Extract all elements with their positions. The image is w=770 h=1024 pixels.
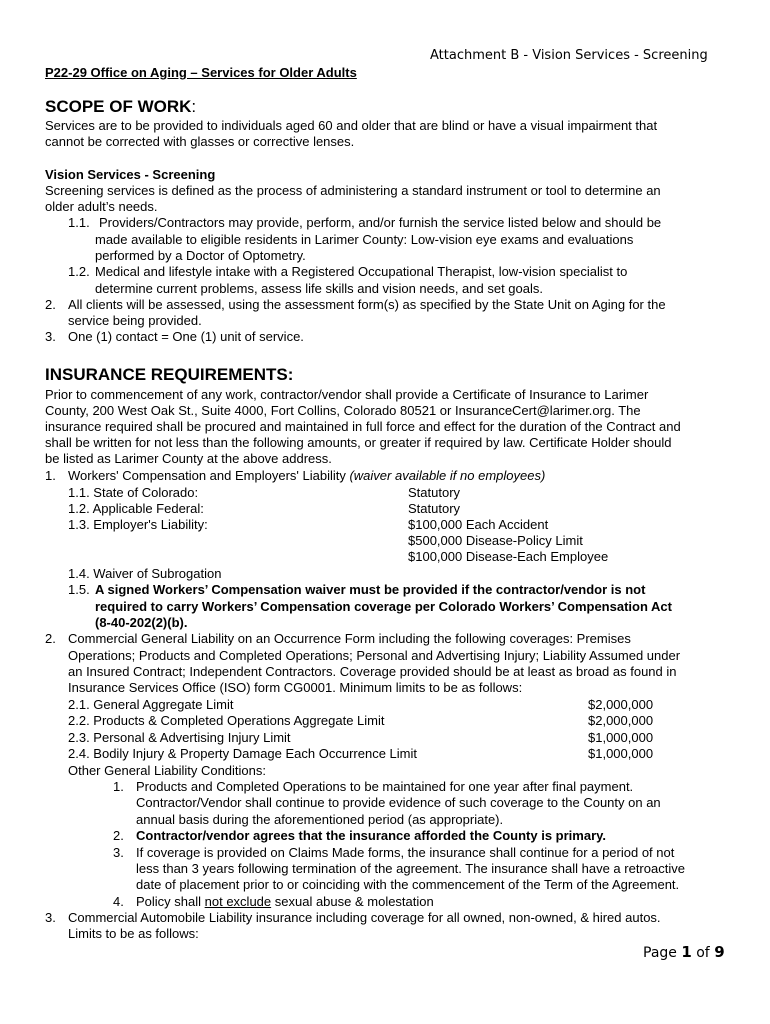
workers-comp-number: 1. (45, 468, 56, 483)
other-conditions-heading: Other General Liability Conditions: (68, 763, 266, 778)
cgl-limit-value: $2,000,000 (588, 697, 654, 712)
definition-line-1: Screening services is defined as the process of administering a standard instrument or tool to determine an (45, 183, 661, 198)
insurance-intro-line-4: shall be written for not less than the following amounts, or greater if required by law. Certificate Holder should (45, 435, 672, 450)
vision-services-subheading: Vision Services - Screening (45, 167, 216, 182)
wc-row-value: Statutory (408, 501, 461, 516)
wc-waiver-line-2: required to carry Workers’ Compensation coverage per Colorado Workers’ Compensation Act (95, 599, 672, 614)
cgl-limit-label: 2.3. Personal & Advertising Injury Limit (68, 730, 291, 745)
auto-liability-line-2: Limits to be as follows: (68, 926, 199, 941)
definition-line-2: older adult’s needs. (45, 199, 158, 214)
cgl-limit-value: $1,000,000 (588, 746, 654, 761)
wc-extra-limit: $100,000 Disease-Each Employee (408, 549, 609, 564)
page-number: Page 1 of 9 (643, 943, 725, 961)
condition-3-line-2: less than 3 years following termination of the agreement. The insurance shall have a retroactive (136, 861, 685, 876)
cgl-limit-value: $1,000,000 (588, 730, 654, 745)
insurance-intro-line-3: insurance required shall be procured and maintained in full force and effect for the duration of the Contract and (45, 419, 681, 434)
item-3-number: 3. (45, 329, 56, 344)
document-title: P22-29 Office on Aging – Services for Older Adults (45, 65, 357, 80)
cgl-line-2: Operations; Products and Completed Operations; Personal and Advertising Injury; Liability Assumed under (68, 648, 681, 663)
insurance-intro-line-2: County, 200 West Oak St., Suite 4000, Fort Collins, Colorado 80521 or InsuranceCert@larimer.org. The (45, 403, 641, 418)
cgl-line-4: Insurance Services Office (ISO) form CG0001. Minimum limits to be as follows: (68, 680, 523, 695)
wc-waiver-line-1: A signed Workers’ Compensation waiver must be provided if the contractor/vendor is not (95, 582, 646, 597)
scope-heading: SCOPE OF WORK: (45, 97, 197, 116)
auto-liability-number: 3. (45, 910, 56, 925)
cgl-number: 2. (45, 631, 56, 646)
insurance-intro-line-1: Prior to commencement of any work, contractor/vendor shall provide a Certificate of Insurance to Larimer (45, 387, 649, 402)
condition-4-text: Policy shall not exclude sexual abuse & molestation (136, 894, 434, 909)
condition-4-number: 4. (113, 894, 124, 909)
wc-waiver-line-3: (8-40-202(2)(b). (95, 615, 188, 630)
item-2-number: 2. (45, 297, 56, 312)
item-2-line-1: All clients will be assessed, using the assessment form(s) as specified by the State Unit on Aging for the (68, 297, 666, 312)
item-1-1-number: 1.1. (68, 215, 90, 230)
condition-2-number: 2. (113, 828, 124, 843)
item-1-1-line-3: performed by a Doctor of Optometry. (95, 248, 306, 263)
scope-intro-line-1: Services are to be provided to individuals aged 60 and older that are blind or have a visual impairment that (45, 118, 658, 133)
condition-1-line-2: Contractor/Vendor shall continue to provide evidence of such coverage to the County on an (136, 795, 661, 810)
wc-row-label: 1.1. State of Colorado: (68, 485, 199, 500)
item-1-2-number: 1.2. (68, 264, 90, 279)
scope-intro-line-2: cannot be corrected with glasses or corrective lenses. (45, 134, 355, 149)
wc-row-label: 1.3. Employer's Liability: (68, 517, 208, 532)
cgl-limit-label: 2.4. Bodily Injury & Property Damage Each Occurrence Limit (68, 746, 417, 761)
condition-1-line-3: annual basis during the aforementioned period (as appropriate). (136, 812, 504, 827)
item-1-2-line-1: Medical and lifestyle intake with a Registered Occupational Therapist, low-vision specialist to (95, 264, 628, 279)
cgl-limit-label: 2.2. Products & Completed Operations Aggregate Limit (68, 713, 385, 728)
auto-liability-line-1: Commercial Automobile Liability insurance including coverage for all owned, non-owned, & hired autos. (68, 910, 661, 925)
wc-row-value: Statutory (408, 485, 461, 500)
wc-extra-limit: $500,000 Disease-Policy Limit (408, 533, 583, 548)
workers-comp-title: Workers' Compensation and Employers' Liability (waiver available if no employees) (68, 468, 546, 483)
condition-1-number: 1. (113, 779, 124, 794)
condition-3-line-3: date of placement prior to or coinciding with the commencement of the Term of the Agreement. (136, 877, 680, 892)
cgl-line-3: an Insured Contract; Independent Contractors. Coverage provided should be at least as broad as found in (68, 664, 677, 679)
attachment-header: Attachment B - Vision Services - Screening (430, 48, 708, 63)
insurance-intro-line-5: be listed as Larimer County at the above address. (45, 451, 332, 466)
item-1-2-line-2: determine current problems, assess life skills and vision needs, and set goals. (95, 281, 543, 296)
wc-row-value: $100,000 Each Accident (408, 517, 549, 532)
insurance-heading: INSURANCE REQUIREMENTS: (45, 365, 294, 384)
wc-row-label: 1.2. Applicable Federal: (68, 501, 204, 516)
waiver-of-subrogation: 1.4. Waiver of Subrogation (68, 566, 222, 581)
cgl-limit-label: 2.1. General Aggregate Limit (68, 697, 234, 712)
item-2-line-2: service being provided. (68, 313, 202, 328)
cgl-limit-value: $2,000,000 (588, 713, 654, 728)
item-3-text: One (1) contact = One (1) unit of service. (68, 329, 304, 344)
condition-2-text: Contractor/vendor agrees that the insurance afforded the County is primary. (136, 828, 607, 843)
cgl-line-1: Commercial General Liability on an Occurrence Form including the following coverages: Premises (68, 631, 631, 646)
wc-1-5-number: 1.5. (68, 582, 90, 597)
condition-3-number: 3. (113, 845, 124, 860)
condition-1-line-1: Products and Completed Operations to be maintained for one year after final payment. (136, 779, 634, 794)
item-1-1-line-1: Providers/Contractors may provide, perform, and/or furnish the service listed below and should be (99, 215, 662, 230)
item-1-1-line-2: made available to eligible residents in Larimer County: Low-vision eye exams and evaluations (95, 232, 634, 247)
condition-3-line-1: If coverage is provided on Claims Made forms, the insurance shall continue for a period of not (136, 845, 675, 860)
